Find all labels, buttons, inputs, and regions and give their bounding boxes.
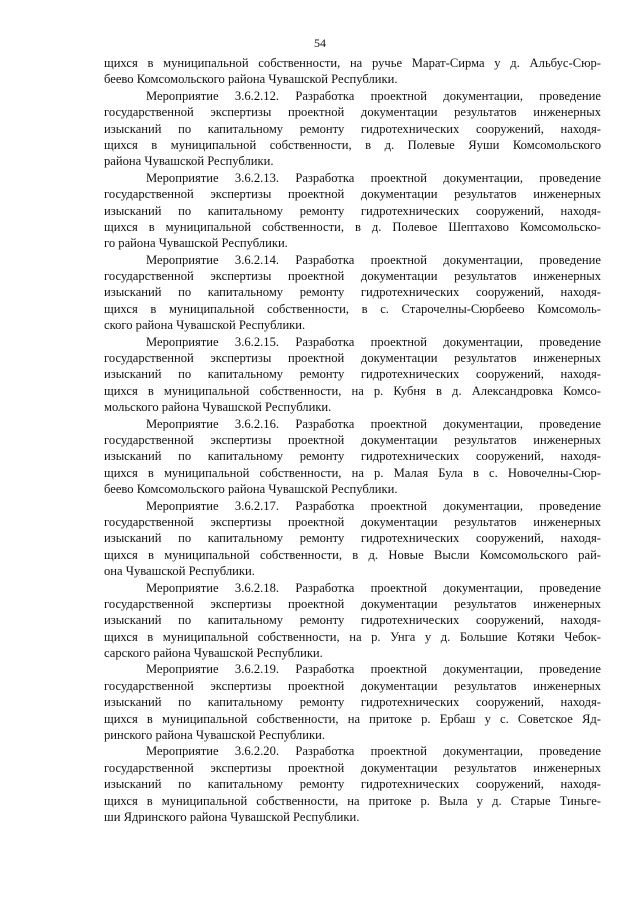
text-line: щихся в муниципальной собственности, на притоке р. Ербаш у с. Советское Яд- xyxy=(104,711,601,726)
page-number: 54 xyxy=(314,36,326,50)
text-line: мольского района Чувашской Республики. xyxy=(104,400,332,415)
text-line: щихся в муниципальной собственности, на р. Унга у д. Большие Котяки Чебок- xyxy=(104,629,601,644)
text-line: государственной экспертизы проектной документации результатов инженерных xyxy=(104,678,601,693)
measure-heading-line: Мероприятие 3.6.2.17. Разработка проектной документации, проведение xyxy=(146,498,601,513)
measure-heading-line: Мероприятие 3.6.2.12. Разработка проектной документации, проведение xyxy=(146,88,601,103)
text-line: го района Чувашской Республики. xyxy=(104,236,288,251)
measure-heading-line: Мероприятие 3.6.2.18. Разработка проектной документации, проведение xyxy=(146,580,601,595)
text-line: щихся в муниципальной собственности, на ручье Марат-Сирма у д. Альбус-Сюр- xyxy=(104,56,601,70)
text-line: изысканий по капитальному ремонту гидротехнических сооружений, находя- xyxy=(104,203,601,218)
measure-heading-line: Мероприятие 3.6.2.20. Разработка проектной документации, проведение xyxy=(146,744,601,759)
text-line: щихся в муниципальной собственности, в д. Новые Высли Комсомольского рай- xyxy=(104,547,601,562)
text-line: государственной экспертизы проектной документации результатов инженерных xyxy=(104,269,601,284)
text-line: щихся в муниципальной собственности, на р. Малая Була в с. Новочелны-Сюр- xyxy=(104,465,601,480)
text-line: щихся в муниципальной собственности, в д. Полевое Шептахово Комсомольско- xyxy=(104,219,601,234)
text-line: она Чувашской Республики. xyxy=(104,564,255,579)
text-line: щихся в муниципальной собственности, на притоке р. Выла у д. Старые Тиньге- xyxy=(104,793,601,808)
measure-heading-line: Мероприятие 3.6.2.19. Разработка проектной документации, проведение xyxy=(146,662,601,677)
text-line: государственной экспертизы проектной документации результатов инженерных xyxy=(104,596,601,611)
text-line: щихся в муниципальной собственности, на р. Кубня в д. Александровка Комсо- xyxy=(104,383,601,398)
text-line: изысканий по капитальному ремонту гидротехнических сооружений, находя- xyxy=(104,531,601,546)
measure-heading-line: Мероприятие 3.6.2.16. Разработка проектной документации, проведение xyxy=(146,416,601,431)
text-line: изысканий по капитальному ремонту гидротехнических сооружений, находя- xyxy=(104,449,601,464)
text-line: сарского района Чувашской Республики. xyxy=(104,646,323,661)
text-line: ши Ядринского района Чувашской Республики. xyxy=(104,809,360,824)
text-line: государственной экспертизы проектной документации результатов инженерных xyxy=(104,105,601,120)
text-line: государственной экспертизы проектной документации результатов инженерных xyxy=(104,351,601,366)
text-line: изысканий по капитальному ремонту гидротехнических сооружений, находя- xyxy=(104,367,601,382)
text-line: беево Комсомольского района Чувашской Республики. xyxy=(104,482,398,497)
text-line: изысканий по капитальному ремонту гидротехнических сооружений, находя- xyxy=(104,695,601,710)
text-line: изысканий по капитальному ремонту гидротехнических сооружений, находя- xyxy=(104,777,601,792)
text-line: беево Комсомольского района Чувашской Республики. xyxy=(104,72,398,87)
text-line: щихся в муниципальной собственности, в с. Старочелны-Сюрбеево Комсомоль- xyxy=(104,301,601,316)
document-body xyxy=(104,55,601,825)
text-line: государственной экспертизы проектной документации результатов инженерных xyxy=(104,760,601,775)
text-line: щихся в муниципальной собственности, в д. Полевые Яуши Комсомольского xyxy=(104,137,601,152)
text-line: изысканий по капитальному ремонту гидротехнических сооружений, находя- xyxy=(104,285,601,300)
measure-heading-line: Мероприятие 3.6.2.15. Разработка проектной документации, проведение xyxy=(146,334,601,349)
measure-heading-line: Мероприятие 3.6.2.13. Разработка проектной документации, проведение xyxy=(146,170,601,185)
text-line: изысканий по капитальному ремонту гидротехнических сооружений, находя- xyxy=(104,613,601,628)
measure-heading-line: Мероприятие 3.6.2.14. Разработка проектной документации, проведение xyxy=(146,252,601,267)
text-line: изысканий по капитальному ремонту гидротехнических сооружений, находя- xyxy=(104,121,601,136)
text-line: государственной экспертизы проектной документации результатов инженерных xyxy=(104,187,601,202)
text-line: государственной экспертизы проектной документации результатов инженерных xyxy=(104,432,601,447)
text-line: государственной экспертизы проектной документации результатов инженерных xyxy=(104,514,601,529)
text-line: района Чувашской Республики. xyxy=(104,154,274,169)
text-line: ского района Чувашской Республики. xyxy=(104,318,306,333)
text-line: ринского района Чувашской Республики. xyxy=(104,728,325,743)
